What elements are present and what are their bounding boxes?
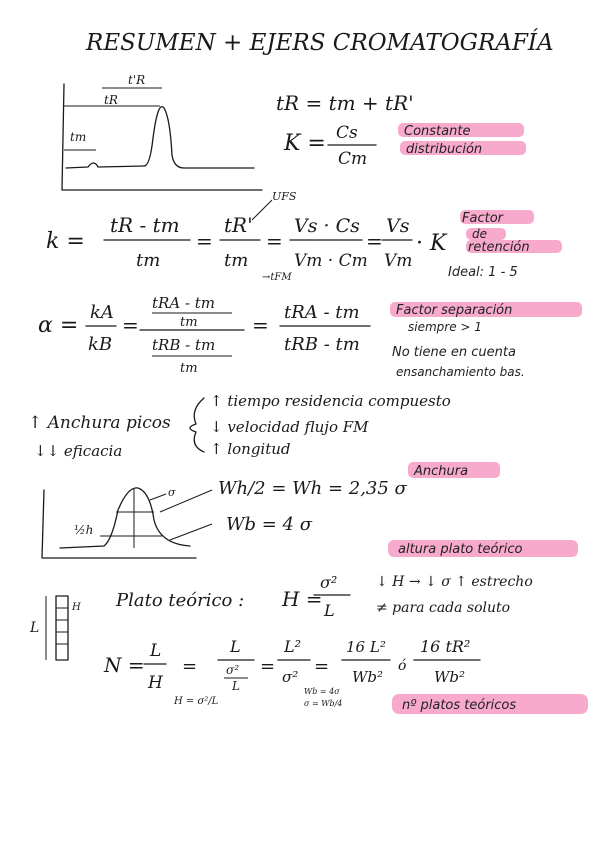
eq-wh: Wh/2 = Wh = 2,35 σ bbox=[218, 478, 407, 499]
note-no-tiene: No tiene en cuenta bbox=[392, 345, 516, 360]
eq-distribution-constant bbox=[283, 123, 376, 169]
svg-text:=: = bbox=[196, 229, 213, 253]
svg-text:Wb²: Wb² bbox=[352, 668, 384, 686]
svg-text:tRA - tm: tRA - tm bbox=[152, 294, 216, 312]
svg-text:L: L bbox=[324, 601, 335, 620]
note-factor-separacion: Factor separación bbox=[396, 303, 513, 318]
svg-text:H: H bbox=[148, 673, 163, 693]
chromatogram-sketch bbox=[62, 73, 262, 190]
svg-text:tm: tm bbox=[136, 250, 161, 271]
peak-width-sketch bbox=[42, 478, 408, 558]
svg-text:Plato teórico :: Plato teórico : bbox=[116, 590, 245, 611]
svg-text:Cm: Cm bbox=[338, 149, 368, 169]
svg-text:=: = bbox=[122, 313, 139, 337]
label-tr-prime: t'R bbox=[128, 73, 146, 87]
note-retencion: retención bbox=[468, 240, 530, 255]
page-title: RESUMEN + EJERS CROMATOGRAFÍA bbox=[86, 30, 554, 56]
svg-text:tR': tR' bbox=[224, 213, 253, 237]
svg-text:L: L bbox=[30, 620, 40, 636]
svg-text:=: = bbox=[252, 313, 269, 337]
svg-text:tm: tm bbox=[180, 315, 198, 330]
svg-text:↑ tiempo residencia compuesto: ↑ tiempo residencia compuesto bbox=[210, 392, 451, 410]
svg-text:σ = Wb/4: σ = Wb/4 bbox=[304, 699, 343, 708]
svg-text:tRB - tm: tRB - tm bbox=[284, 334, 360, 355]
svg-text:=: = bbox=[314, 656, 330, 677]
note-ideal: Ideal: 1 - 5 bbox=[448, 265, 518, 280]
svg-text:σ²: σ² bbox=[226, 663, 240, 677]
svg-text:=: = bbox=[260, 656, 276, 677]
svg-text:=: = bbox=[366, 229, 383, 253]
svg-text:Cs: Cs bbox=[336, 123, 358, 143]
svg-text:kB: kB bbox=[88, 334, 113, 355]
svg-text:UFS: UFS bbox=[272, 190, 297, 203]
note-distribucion: distribución bbox=[406, 142, 483, 157]
note-de: de bbox=[472, 227, 487, 241]
svg-text:H: H bbox=[72, 602, 81, 613]
eq-retention-factor bbox=[46, 190, 448, 283]
svg-text:↑ longitud: ↑ longitud bbox=[210, 440, 291, 458]
note-anchura: Anchura bbox=[414, 464, 469, 479]
svg-text:Vm: Vm bbox=[384, 251, 413, 271]
eq-retention-time: tR = tm + tR' bbox=[276, 91, 414, 115]
eq-wb: Wb = 4 σ bbox=[226, 514, 313, 535]
note-constante: Constante bbox=[404, 124, 471, 139]
svg-text:N =: N = bbox=[104, 653, 145, 677]
svg-text:α =: α = bbox=[38, 313, 79, 338]
svg-text:· K: · K bbox=[416, 231, 447, 256]
svg-text:=: = bbox=[182, 656, 198, 677]
note-siempre: siempre > 1 bbox=[408, 320, 482, 334]
svg-text:ó: ó bbox=[398, 658, 407, 674]
note-altura-plato: altura plato teórico bbox=[398, 542, 523, 557]
svg-text:H = σ²/L: H = σ²/L bbox=[174, 696, 219, 707]
note-num-platos: nº platos teóricos bbox=[402, 698, 517, 713]
svg-text:↓ H → ↓ σ ↑ estrecho: ↓ H → ↓ σ ↑ estrecho bbox=[376, 574, 533, 590]
svg-text:σ²: σ² bbox=[282, 668, 299, 686]
label-tm: tm bbox=[70, 130, 87, 144]
label-tr: tR bbox=[104, 93, 118, 107]
svg-text:K =: K = bbox=[284, 131, 326, 156]
svg-text:Wb = 4σ: Wb = 4σ bbox=[304, 687, 340, 696]
svg-text:tR - tm: tR - tm bbox=[110, 213, 180, 237]
svg-text:k =: k = bbox=[46, 229, 85, 254]
svg-text:Vm · Cm: Vm · Cm bbox=[294, 251, 368, 271]
svg-text:tRB - tm: tRB - tm bbox=[152, 336, 216, 354]
svg-text:tm: tm bbox=[224, 250, 249, 271]
eq-separation-factor bbox=[38, 294, 370, 376]
svg-text:σ²: σ² bbox=[320, 573, 338, 592]
svg-text:tRA - tm: tRA - tm bbox=[284, 302, 360, 323]
svg-text:↓↓ eficacia: ↓↓ eficacia bbox=[34, 442, 123, 460]
svg-text:H =: H = bbox=[282, 587, 323, 611]
svg-text:=: = bbox=[266, 229, 283, 253]
svg-text:Vs · Cs: Vs · Cs bbox=[294, 215, 360, 237]
svg-text:↑ Anchura picos: ↑ Anchura picos bbox=[28, 413, 171, 433]
svg-text:L²: L² bbox=[284, 637, 302, 656]
svg-text:Vs: Vs bbox=[386, 215, 410, 237]
svg-text:≠ para cada soluto: ≠ para cada soluto bbox=[376, 600, 511, 616]
svg-text:↓ velocidad flujo FM: ↓ velocidad flujo FM bbox=[210, 418, 369, 436]
note-ensanchamiento: ensanchamiento bas. bbox=[396, 365, 525, 379]
note-factor: Factor bbox=[462, 211, 503, 226]
svg-text:½h: ½h bbox=[74, 523, 94, 537]
svg-text:→tFM: →tFM bbox=[262, 272, 292, 283]
svg-text:σ: σ bbox=[168, 486, 176, 499]
svg-text:16 tR²: 16 tR² bbox=[420, 637, 471, 656]
svg-text:L: L bbox=[232, 679, 240, 693]
svg-text:tm: tm bbox=[180, 361, 198, 376]
svg-text:kA: kA bbox=[90, 302, 114, 323]
svg-text:16 L²: 16 L² bbox=[346, 638, 386, 656]
svg-text:L: L bbox=[150, 641, 162, 661]
svg-text:L: L bbox=[230, 637, 241, 656]
svg-text:Wb²: Wb² bbox=[434, 668, 466, 686]
peak-width-factors bbox=[28, 392, 451, 460]
